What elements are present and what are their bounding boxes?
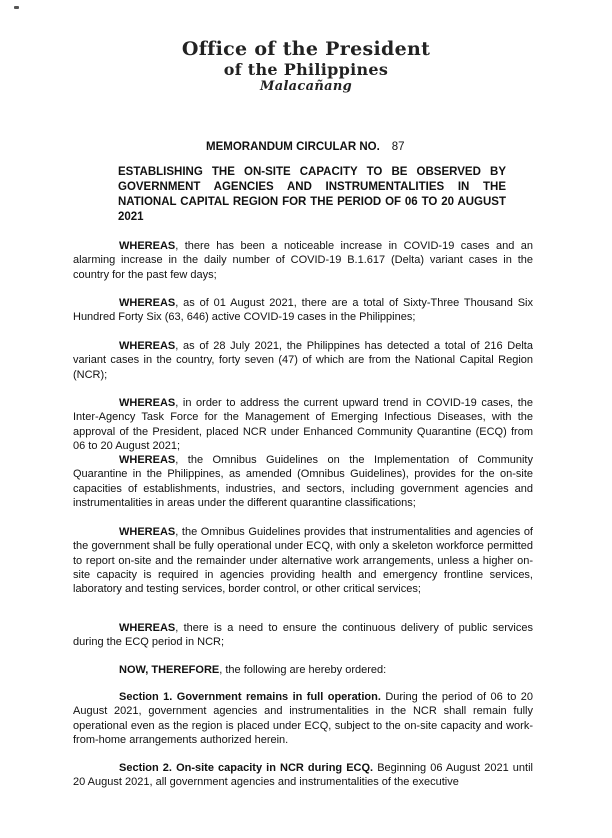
letterhead-office: Office of the President bbox=[181, 38, 431, 60]
clause-text: , there is a need to ensure the continuous delivery of public services during the ECQ period in NCR; bbox=[73, 622, 533, 649]
clause-text: , in order to address the current upward trend in COVID-19 cases, the Inter-Agency Task Force for the Management of Emerging Infectious Diseases, with the approval of the President, placed NCR under Enhanced Community Quarantine (ECQ) from 06 to 20 August 2021; bbox=[73, 397, 533, 452]
clause-lead: WHEREAS bbox=[119, 297, 176, 309]
whereas-clause-6 bbox=[73, 525, 533, 596]
scan-mark bbox=[14, 6, 19, 9]
section-heading: Section 2. On-site capacity in NCR during ECQ. bbox=[119, 762, 374, 774]
clause-text: , as of 28 July 2021, the Philippines has detected a total of 216 Delta variant cases in the country, forty seven (47) of which are from the National Capital Region (NCR); bbox=[73, 340, 533, 381]
clause-text: , the Omnibus Guidelines provides that instrumentalities and agencies of the government shall be fully operational under ECQ, with only a skeleton workforce permitted to report on-site and the remainder under alternative work arrangements, unless a higher on-site capacity is required in agencies providing health and emergency frontline services, laboratory and testing services, border control, or other critical services; bbox=[73, 526, 533, 596]
clause-text: , as of 01 August 2021, there are a total of Sixty-Three Thousand Six Hundred Forty Six (63, 646) active COVID-19 cases in the Philippines; bbox=[73, 297, 533, 324]
whereas-clause-3 bbox=[73, 339, 533, 382]
clause-text: , there has been a noticeable increase in COVID-19 cases and an alarming increase in the daily number of COVID-19 B.1.617 (Delta) variant cases in the country for the past few days; bbox=[73, 240, 533, 281]
whereas-clause-2 bbox=[73, 296, 533, 325]
clause-lead: WHEREAS bbox=[119, 454, 176, 466]
clause-text: , the Omnibus Guidelines on the Implementation of Community Quarantine in the Philippines, as amended (Omnibus Guidelines), provides for the on-site capacities of establishments, industries, and sectors, including government agencies and instrumentalities in areas under the different quarantine classifications; bbox=[73, 454, 533, 509]
letterhead-palace: Malacañang bbox=[260, 79, 352, 94]
now-therefore-clause bbox=[73, 663, 533, 677]
circular-title: ESTABLISHING THE ON-SITE CAPACITY TO BE OBSERVED BY GOVERNMENT AGENCIES AND INSTRUMENTALITIES IN THE NATIONAL CAPITAL REGION FOR THE PERIOD OF 06 TO 20 AUGUST 2021 bbox=[118, 166, 506, 223]
section-2 bbox=[73, 761, 533, 790]
clause-lead: WHEREAS bbox=[119, 240, 176, 252]
clause-lead: WHEREAS bbox=[119, 526, 176, 538]
circular-number-line bbox=[206, 141, 405, 153]
clause-lead: NOW, THEREFORE bbox=[119, 664, 220, 676]
circular-label: MEMORANDUM CIRCULAR NO. bbox=[206, 141, 380, 153]
whereas-clause-7 bbox=[73, 621, 533, 650]
clause-lead: WHEREAS bbox=[119, 397, 176, 409]
whereas-clause-1 bbox=[73, 239, 533, 282]
section-text: Beginning 06 August 2021 until 20 August 2021, all government agencies and instrumentalities of the executive bbox=[73, 762, 533, 789]
clause-lead: WHEREAS bbox=[119, 340, 176, 352]
section-text: During the period of 06 to 20 August 2021, government agencies and instrumentalities in the NCR shall remain fully operational even as the region is placed under ECQ, subject to the on-site capacity and work-from-home arrangements authorized herein. bbox=[73, 691, 533, 746]
whereas-clause-4 bbox=[73, 396, 533, 453]
clause-text: , the following are hereby ordered: bbox=[219, 664, 387, 676]
letterhead-country: of the Philippines bbox=[223, 60, 389, 79]
circular-number: 87 bbox=[391, 141, 405, 153]
whereas-clause-5 bbox=[73, 453, 533, 510]
section-1 bbox=[73, 690, 533, 747]
section-heading: Section 1. Government remains in full operation. bbox=[119, 691, 381, 703]
clause-lead: WHEREAS bbox=[119, 622, 176, 634]
